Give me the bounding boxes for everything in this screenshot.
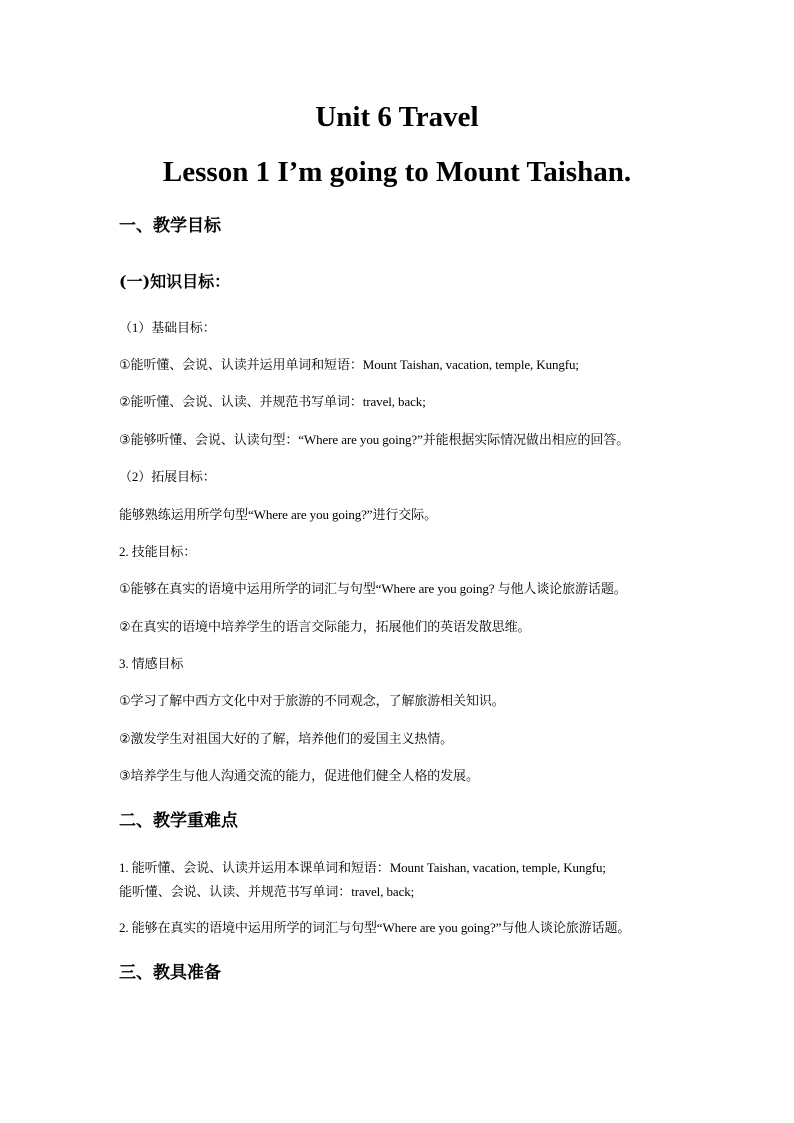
skill-goal-item-1: ①能够在真实的语境中运用所学的词汇与句型“Where are you going? 与他人谈论旅游话题。 [119, 581, 627, 596]
key-point-item-2: 2. 能够在真实的语境中运用所学的词汇与句型“Where are you going?”与他人谈论旅游话题。 [119, 920, 631, 935]
section-heading-key-difficult-points: 二、教学重难点 [119, 811, 238, 831]
basic-goal-item-3: ③能够听懂、会说、认读句型：“Where are you going?”并能根据实际情况做出相应的回答。 [119, 432, 630, 447]
basic-goals-label: （1）基础目标： [119, 320, 216, 335]
extended-goals-label: （2）拓展目标： [119, 469, 216, 484]
key-point-item-1a: 1. 能听懂、会说、认读并运用本课单词和短语：Mount Taishan, vacation, temple, Kungfu; [119, 860, 606, 875]
extended-goal-item-1: 能够熟练运用所学句型“Where are you going?”进行交际。 [119, 507, 437, 522]
section-heading-teaching-objectives: 一、教学目标 [119, 216, 221, 236]
section-heading-teaching-aids: 三、教具准备 [119, 963, 221, 983]
skill-goals-label: 2. 技能目标： [119, 544, 197, 559]
skill-goal-item-2: ②在真实的语境中培养学生的语言交际能力，拓展他们的英语发散思维。 [119, 619, 531, 634]
emotion-goals-label: 3. 情感目标 [119, 656, 184, 671]
emotion-goal-item-2: ②激发学生对祖国大好的了解，培养他们的爱国主义热情。 [119, 731, 454, 746]
emotion-goal-item-1: ①学习了解中西方文化中对于旅游的不同观念，了解旅游相关知识。 [119, 693, 505, 708]
lesson-title: Lesson 1 I’m going to Mount Taishan. [162, 156, 632, 188]
subheading-knowledge-objectives: (一)知识目标： [119, 272, 231, 291]
basic-goal-item-2: ②能听懂、会说、认读、并规范书写单词：travel, back; [119, 394, 426, 409]
emotion-goal-item-3: ③培养学生与他人沟通交流的能力，促进他们健全人格的发展。 [119, 768, 479, 783]
unit-title: Unit 6 Travel [315, 101, 479, 133]
key-point-item-1b: 能听懂、会说、认读、并规范书写单词：travel, back; [119, 884, 415, 899]
basic-goal-item-1: ①能听懂、会说、认读并运用单词和短语：Mount Taishan, vacation, temple, Kungfu; [119, 357, 579, 372]
